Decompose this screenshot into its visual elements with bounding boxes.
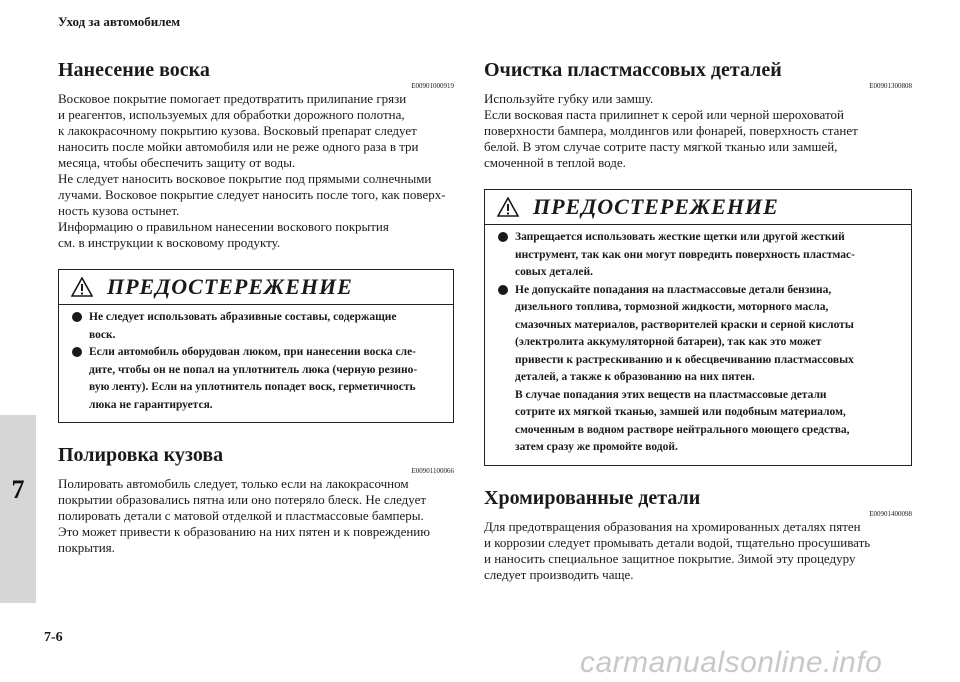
text-line: следует производить чаще. (484, 566, 634, 582)
warning-list (67, 309, 445, 414)
warning-item (493, 229, 903, 282)
warning-line: вую ленту). Если на уплотнитель попадет воск, герметичность (89, 381, 416, 393)
warning-header (493, 190, 903, 224)
warning-line: привести к растрескиванию и к обесцвечиванию пластмассовых (515, 353, 854, 366)
warning-line: затем сразу же промойте водой. (515, 441, 678, 453)
text-line: Информацию о правильном нанесении воскового покрытия (58, 219, 389, 234)
text-line: полировать детали с матовой отделкой и пластмассовые бамперы. (58, 508, 424, 523)
warning-header (67, 270, 445, 304)
warning-line: совых деталей. (515, 266, 594, 278)
text-line: белой. В этом случае сотрите пасту мягкой тканью или замшей, (484, 139, 838, 154)
text-line: к лакокрасочному покрытию кузова. Восковый препарат следует (58, 123, 417, 138)
plastic-text (484, 91, 912, 171)
warning-line: Не допускайте попадания на пластмассовые детали бензина, (515, 283, 832, 296)
bullet-icon (498, 232, 508, 242)
warning-line: дизельного топлива, тормозной жидкости, моторного масла, (515, 301, 829, 313)
warning-title: ПРЕДОСТЕРЕЖЕНИЕ (533, 194, 779, 219)
text-line: Не следует наносить восковое покрытие под прямыми солнечными (58, 171, 432, 186)
bullet-icon (72, 312, 82, 322)
left-column (58, 58, 454, 556)
text-line: и реагентов, используемых для обработки дорожного полотна, (58, 107, 405, 122)
warning-item (67, 344, 445, 414)
wax-text (58, 91, 454, 251)
page-number: 7-6 (44, 630, 63, 645)
warning-line: деталей, а также к образованию на них пятен. (515, 371, 755, 383)
text-line: Полировать автомобиль следует, только если на лакокрасочном (58, 476, 409, 491)
bullet-icon (498, 285, 508, 295)
chapter-tab (0, 415, 36, 603)
warning-line: смоченным в водном растворе нейтрального моющего средства, (515, 423, 850, 436)
right-column (484, 58, 912, 583)
text-line: и коррозии следует промывать детали водой, тщательно просушивать (484, 534, 871, 550)
text-line: см. в инструкции к восковому продукту. (58, 235, 281, 250)
chapter-number: 7 (11, 475, 25, 504)
warning-line: Не следует использовать абразивные составы, содержащие (89, 311, 397, 323)
chrome-code: E00901400098 (869, 509, 912, 518)
text-line: покрытия. (58, 540, 115, 555)
warning-item (67, 309, 445, 344)
bullet-icon (72, 347, 82, 357)
text-line: Восковое покрытие помогает предотвратить прилипание грязи (58, 91, 407, 106)
warning-line: воск. (89, 328, 116, 341)
warning-line: Запрещается использовать жесткие щетки или другой жесткий (515, 231, 845, 243)
text-line: Если восковая паста прилипнет к серой или черной шероховатой (484, 107, 844, 122)
warning-line: дите, чтобы он не попал на уплотнитель люка (черную резино- (89, 363, 418, 376)
text-line: смоченной в теплой воде. (484, 155, 626, 170)
warning-line: смазочных материалов, растворителей краски и серной кислоты (515, 318, 854, 331)
wax-title: Нанесение воска (58, 59, 210, 81)
text-line: лучами. Восковое покрытие следует наносить после того, как поверх- (58, 187, 446, 202)
wax-code: E00901000919 (411, 82, 454, 90)
warning-triangle-icon (71, 277, 93, 297)
text-line: покрытии образовались пятна или оно потеряло блеск. Не следует (58, 492, 427, 507)
warning-triangle-icon (497, 197, 519, 217)
chrome-text (484, 519, 912, 583)
warning-line: (электролита аккумуляторной батареи), так как это может (515, 336, 822, 348)
text-line: Используйте губку или замшу. (484, 91, 654, 106)
chrome-title: Хромированные детали (484, 486, 701, 509)
warning-divider (59, 304, 453, 305)
text-line: наносить после мойки автомобиля или не реже одного раза в три (58, 139, 419, 154)
text-line: месяца, чтобы обеспечить защиту от воды. (58, 155, 296, 170)
warning-line: сотрите их мягкой тканью, замшей или подобным материалом, (515, 406, 846, 418)
polish-code: E00901100066 (411, 467, 454, 475)
warning-item (493, 282, 903, 457)
plastic-code: E00901300808 (869, 82, 912, 90)
text-line: Это может привести к образованию на них пятен и к повреждению (58, 524, 430, 539)
warning-list (493, 229, 903, 457)
warning-title: ПРЕДОСТЕРЕЖЕНИЕ (107, 274, 353, 299)
text-line: Для предотвращения образования на хромированных деталях пятен (484, 518, 861, 534)
warning-box-wax (58, 269, 454, 423)
polish-text (58, 476, 454, 556)
warning-divider (485, 224, 911, 225)
warning-line: В случае попадания этих веществ на пластмассовые детали (515, 388, 827, 401)
text-line: ность кузова остынет. (58, 203, 180, 218)
watermark: carmanualsonline.info (580, 646, 883, 679)
plastic-title: Очистка пластмассовых деталей (484, 59, 782, 81)
polish-title: Полировка кузова (58, 444, 224, 466)
section-header: Уход за автомобилем (58, 14, 181, 29)
warning-line: инструмент, так как они могут повредить поверхность пластмас- (515, 248, 855, 261)
warning-box-plastic (484, 189, 912, 466)
text-line: и наносить специальное защитное покрытие. Зимой эту процедуру (484, 550, 856, 566)
warning-line: Если автомобиль оборудован люком, при нанесении воска сле- (89, 346, 417, 358)
warning-line: люка не гарантируется. (89, 398, 213, 411)
text-line: поверхности бампера, молдингов или фонарей, поверхность станет (484, 123, 858, 138)
